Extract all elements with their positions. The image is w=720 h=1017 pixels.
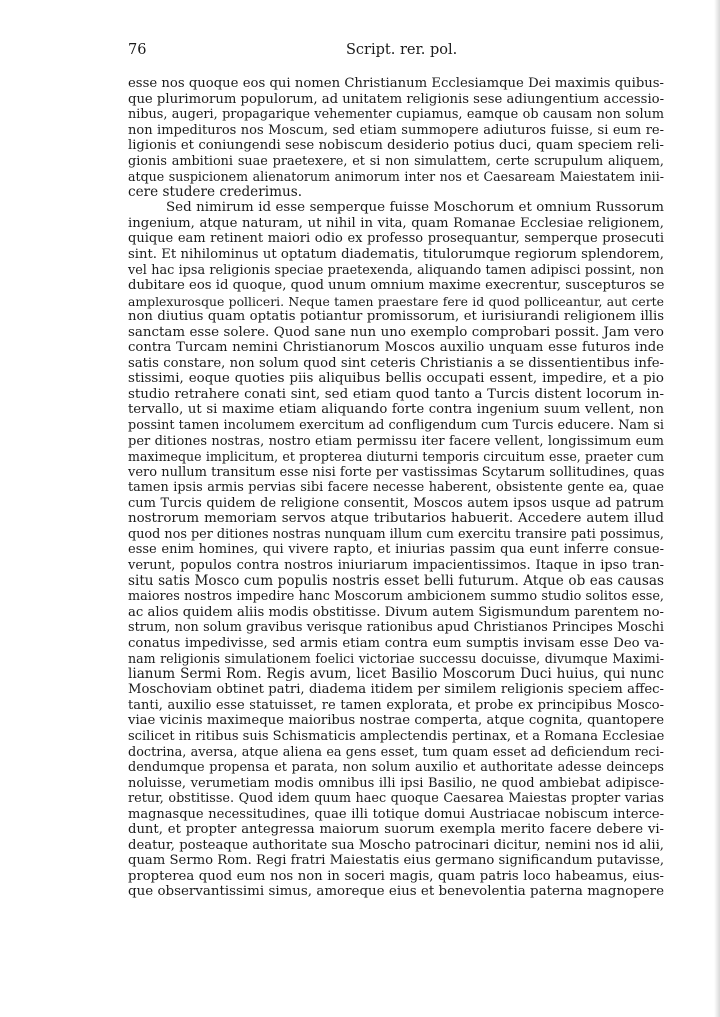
- text-line: ligionis et coniungendi sese nobiscum desiderio potius duci, quam speciem reli-: [128, 138, 664, 154]
- page-number: 76: [128, 42, 147, 58]
- body-text: [128, 76, 664, 900]
- text-line: tanti, auxilio esse statuisset, re tamen explorata, et probe ex principibus Mosco-: [128, 697, 664, 713]
- text-line: deatur, posteaque authoritate sua Moscho patrocinari dicitur, nemini nos id alii,: [128, 837, 664, 853]
- text-line: amplexurosque polliceri. Neque tamen praestare fere id quod polliceantur, aut certe: [128, 293, 664, 309]
- text-line: dubitare eos id quoque, quod unum omnium maxime execrentur, suscepturos se: [128, 278, 665, 294]
- text-line: vero nullum transitum esse nisi forte per vastissimas Scytarum sollitudines, quas: [128, 464, 665, 480]
- text-line: sint. Et nihilominus ut optatum diadematis, titulorumque regiorum splendorem,: [128, 247, 664, 263]
- text-line: tamen ipsis armis pervias sibi facere necesse haberent, obsistente gente ea, quae: [128, 480, 664, 496]
- text-line: quam Sermo Rom. Regi fratri Maiestatis eius germano significandum putavisse,: [128, 853, 665, 869]
- text-line: per ditiones nostras, nostro etiam permissu iter facere vellent, longissimum eum: [128, 433, 664, 449]
- page-edge-shadow: [714, 0, 720, 1017]
- text-line: noluisse, verumetiam modis omnibus illi ipsi Basilio, ne quod ambiebat adipisce-: [128, 775, 664, 791]
- text-line: tervallo, ut si maxime etiam aliquando forte contra ingenium suum vellent, non: [128, 402, 664, 418]
- text-line: cum Turcis quidem de religione consentit, Moscos autem ipsos usque ad patrum: [128, 495, 664, 511]
- text-line: esse enim homines, qui vivere rapto, et iniurias passim qua eunt inferre consue-: [128, 542, 664, 558]
- text-line: non diutius quam optatis potiantur promissorum, et iurisiurandi religionem illis: [128, 309, 664, 325]
- text-line: vel hac ipsa religionis speciae praetexenda, aliquando tamen adipisci possint, non: [128, 262, 664, 278]
- text-line: strum, non solum gravibus verisque rationibus apud Christianos Principes Moschi: [128, 620, 664, 636]
- text-line: studio retrahere conati sint, sed etiam quod tanto a Turcis distent locorum in-: [128, 386, 664, 402]
- text-line: nam religionis simulationem foelici victoriae successu docuisse, divumque Maximi-: [128, 651, 664, 667]
- text-line: possint tamen incolumem exercitum ad confligendum cum Turcis educere. Nam si: [128, 418, 664, 434]
- text-line: esse nos quoque eos qui nomen Christianum Ecclesiamque Dei maximis quibus-: [128, 76, 664, 91]
- text-line: non impedituros nos Moscum, sed etiam summopere adiuturos fuisse, si eum re-: [128, 122, 664, 138]
- text-line: nostrorum memoriam servos atque tributarios habuerit. Accedere autem illud: [128, 511, 664, 527]
- text-line: quique eam retinent maiori odio ex professo prosequantur, semperque prosecuti: [128, 231, 664, 247]
- text-line: que plurimorum populorum, ad unitatem religionis sese adiungentium accessio-: [128, 91, 665, 107]
- text-line: cere studere crederimus.: [128, 183, 303, 200]
- text-line: contra Turcam nemini Christianorum Moscos auxilio unquam esse futuros inde: [128, 340, 664, 356]
- text-line: atque suspicionem alienatorum animorum inter nos et Caesaream Maiestatem inii-: [128, 169, 664, 185]
- text-line: verunt, populos contra nostros iniuriarum impacientissimos. Itaque in ipso tran-: [128, 557, 664, 573]
- text-line: quod nos per ditiones nostras nunquam illum cum exercitu transire pati possimus,: [128, 526, 664, 542]
- text-line: stissimi, eoque quoties piis aliquibus bellis occupati essent, impedire, et a pio: [128, 371, 664, 387]
- text-line: sanctam esse solere. Quod sane nun uno exemplo comprobari possit. Jam vero: [128, 324, 664, 340]
- text-line: satis constare, non solum quod sint ceteris Christianis a se dissentientibus infe-: [128, 355, 664, 371]
- text-line: ac alios quidem aliis modis obstitisse. Divum autem Sigismundum parentem no-: [128, 604, 664, 620]
- text-line: propterea quod eum nos non in soceri magis, quam patris loco habeamus, eius-: [128, 868, 664, 884]
- running-title: Script. rer. pol.: [346, 42, 458, 58]
- text-line: dendumque propensa et parata, non solum auxilio et authoritate adesse deinceps: [128, 760, 664, 776]
- text-line: maximeque implicitum, et propterea diuturni temporis circuitum esse, praeter cum: [128, 449, 664, 465]
- text-line: viae vicinis maximeque maioribus nostrae comperta, atque cognita, quantopere: [128, 713, 664, 729]
- text-line: magnasque necessitudines, quae illi totique domui Austriacae nobiscum interce-: [128, 806, 664, 822]
- text-line: lianum Sermi Rom. Regis avum, licet Basilio Moscorum Duci huius, qui nunc: [128, 665, 664, 682]
- text-line: retur, obstitisse. Quod idem quum haec quoque Caesarea Maiestas propter varias: [128, 791, 664, 807]
- paragraph-start-line: Sed nimirum id esse semperque fuisse Moschorum et omnium Russorum: [166, 200, 664, 216]
- text-line: nibus, augeri, propagarique vehementer cupiamus, eamque ob causam non solum: [128, 107, 664, 123]
- text-line: scilicet in ritibus suis Schismaticis amplectendis pertinax, et a Romana Ecclesiae: [128, 728, 665, 744]
- text-line: dunt, et propter antegressa maiorum suorum exempla merito facere debere vi-: [128, 822, 664, 838]
- text-line: que observantissimi simus, amoreque eius et benevolentia paterna magnopere: [128, 884, 664, 900]
- text-line: situ satis Mosco cum populis nostris esset belli futurum. Atque ob eas causas: [128, 572, 664, 589]
- text-line: gionis ambitioni suae praetexere, et si non simulattem, certe scrupulum aliquem,: [128, 153, 664, 169]
- text-line: conatus impedivisse, sed armis etiam contra eum sumptis invisam esse Deo va-: [128, 635, 664, 651]
- text-line: doctrina, aversa, atque aliena ea gens esset, tum quam esset ad deficiendum reci-: [128, 744, 664, 760]
- text-line: ingenium, atque naturam, ut nihil in vita, quam Romanae Ecclesiae religionem,: [128, 215, 664, 231]
- text-line: Moschoviam obtinet patri, diadema itidem per similem religionis speciem affec-: [128, 682, 664, 698]
- text-line: maiores nostros impedire hanc Moscorum ambicionem summo studio solitos esse,: [128, 589, 664, 605]
- page-header: [128, 42, 664, 62]
